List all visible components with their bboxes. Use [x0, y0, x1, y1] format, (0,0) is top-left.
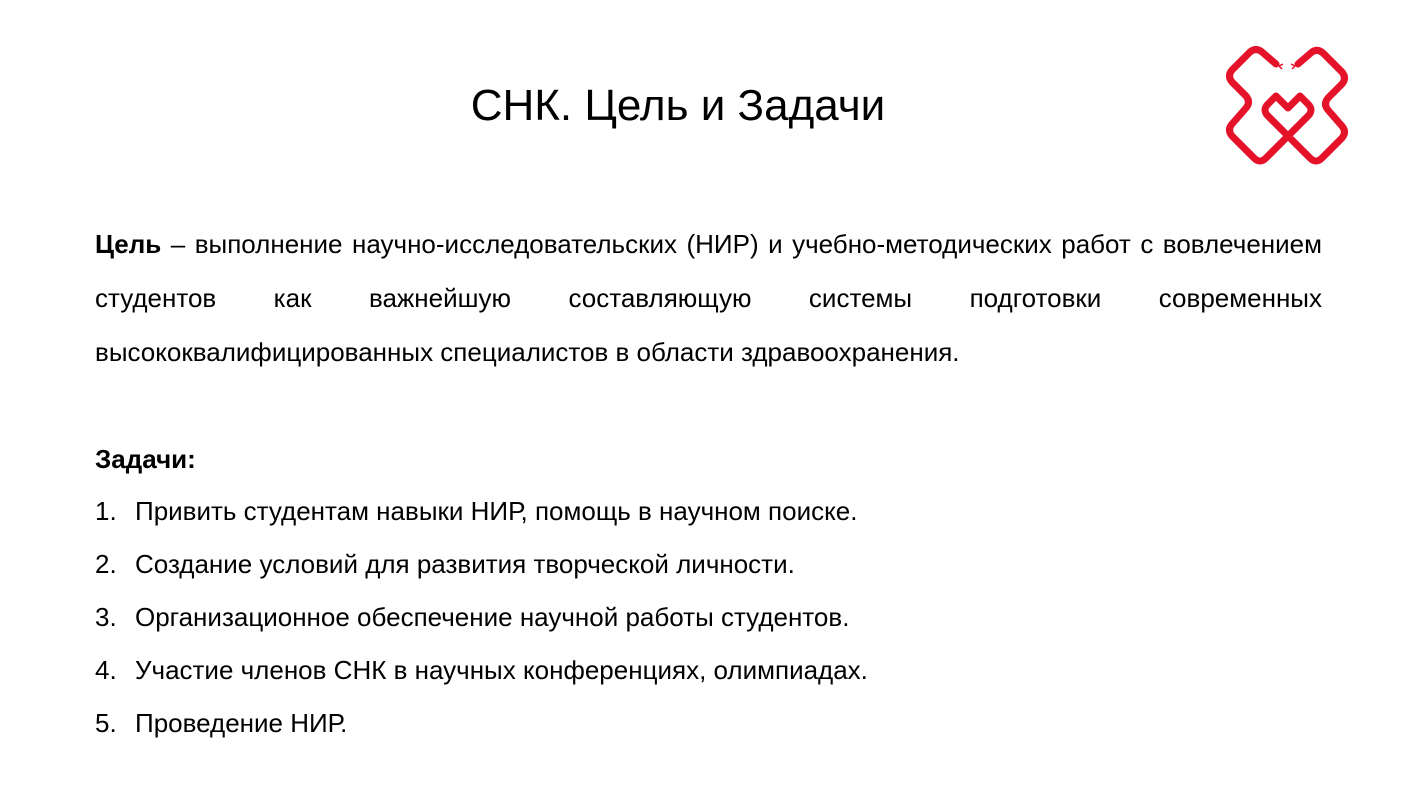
item-number: 2. [95, 549, 117, 579]
item-text: Участие членов СНК в научных конференциях, олимпиадах. [135, 655, 868, 685]
logo-snakes-heart-icon [1224, 44, 1350, 170]
list-item [95, 644, 868, 697]
list-item [95, 591, 868, 644]
tasks-heading: Задачи: [95, 444, 196, 474]
goal-paragraph [95, 217, 1322, 379]
tasks-list [95, 485, 868, 750]
list-item [95, 538, 868, 591]
item-number: 4. [95, 655, 117, 685]
slide-title: СНК. Цель и Задачи [470, 81, 886, 130]
goal-label: Цель [95, 229, 162, 259]
item-number: 1. [95, 496, 117, 526]
item-text: Привить студентам навыки НИР, помощь в научном поиске. [135, 496, 858, 526]
item-text: Создание условий для развития творческой личности. [135, 549, 795, 579]
goal-text: – выполнение научно-исследовательских (НИР) и учебно-методических работ с вовлечением студентов как важнейшую составляющую системы подготовки современных высококвалифицированных специалистов в области здравоохранения. [95, 229, 1322, 367]
item-text: Проведение НИР. [135, 708, 348, 738]
list-item [95, 697, 868, 750]
list-item [95, 485, 868, 538]
item-text: Организационное обеспечение научной работы студентов. [135, 602, 850, 632]
item-number: 3. [95, 602, 117, 632]
item-number: 5. [95, 708, 117, 738]
